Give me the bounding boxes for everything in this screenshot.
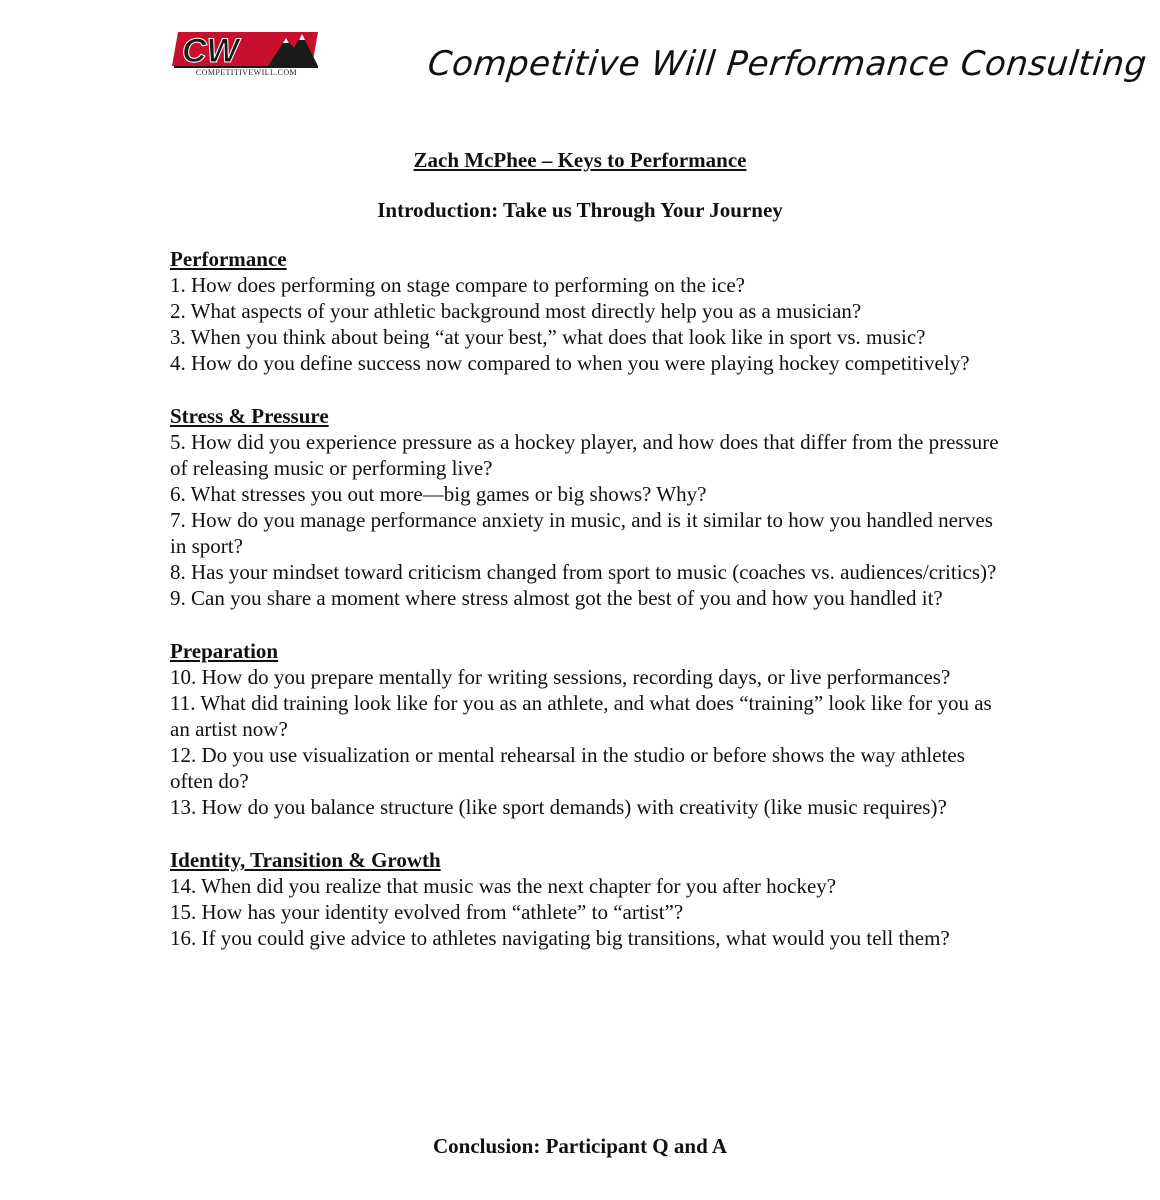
section-heading: Performance — [170, 247, 287, 271]
question-item: 7. How do you manage performance anxiety in music, and is it similar to how you handled nerves in sport? — [170, 508, 993, 558]
conclusion-heading: Conclusion: Participant Q and A — [432, 1134, 728, 1158]
question-item: 4. How do you define success now compared to when you were playing hockey competitively? — [170, 351, 970, 375]
question-item: 15. How has your identity evolved from “athlete” to “artist”? — [170, 900, 684, 924]
document-title: Zach McPhee – Keys to Performance — [413, 148, 747, 172]
section-heading: Identity, Transition & Growth — [170, 848, 441, 872]
section-identity-transition-growth — [170, 847, 1000, 951]
introduction-heading: Introduction: Take us Through Your Journey — [377, 198, 783, 222]
question-item: 12. Do you use visualization or mental rehearsal in the studio or before shows the way athletes often do? — [170, 743, 965, 793]
question-item: 1. How does performing on stage compare to performing on the ice? — [170, 273, 745, 297]
question-item: 2. What aspects of your athletic background most directly help you as a musician? — [170, 299, 862, 323]
question-item: 5. How did you experience pressure as a hockey player, and how does that differ from the pressure of releasing music or performing live? — [170, 430, 999, 480]
brand-name: Competitive Will Performance Consulting — [425, 44, 1149, 84]
logo-mark — [168, 26, 323, 70]
question-item: 11. What did training look like for you as an athlete, and what does “training” look like for you as an artist now? — [170, 691, 992, 741]
section-performance — [170, 246, 1000, 376]
section-heading: Stress & Pressure — [170, 404, 329, 428]
question-item: 16. If you could give advice to athletes navigating big transitions, what would you tell them? — [170, 926, 950, 950]
question-item: 14. When did you realize that music was the next chapter for you after hockey? — [170, 874, 837, 898]
logo-letters: CW — [182, 32, 239, 70]
section-stress-pressure — [170, 403, 1000, 611]
section-heading: Preparation — [170, 639, 279, 663]
question-item: 3. When you think about being “at your best,” what does that look like in sport vs. music? — [170, 325, 926, 349]
logo-url: COMPETITIVEWILL.COM — [195, 68, 298, 77]
question-item: 10. How do you prepare mentally for writing sessions, recording days, or live performances? — [170, 665, 951, 689]
question-item: 13. How do you balance structure (like sport demands) with creativity (like music requires)? — [170, 795, 947, 819]
section-preparation — [170, 638, 1000, 820]
question-item: 6. What stresses you out more—big games or big shows? Why? — [170, 482, 707, 506]
question-item: 9. Can you share a moment where stress almost got the best of you and how you handled it? — [170, 586, 943, 610]
logo — [168, 0, 323, 100]
question-item: 8. Has your mindset toward criticism changed from sport to music (coaches vs. audiences/critics)? — [170, 560, 997, 584]
question-sections — [170, 246, 1000, 978]
